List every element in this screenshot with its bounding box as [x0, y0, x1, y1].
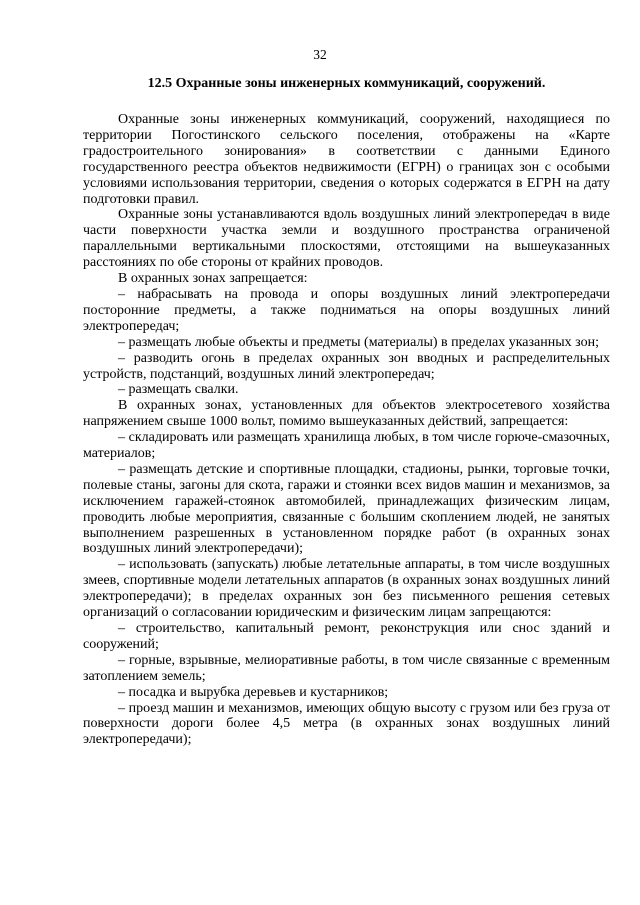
list-item: – использовать (запускать) любые летательные аппараты, в том числе воздушных змеев, спортивные модели летательных аппаратов (в охранных зонах воздушных линий электропередачи); в пределах охранных зон без письменного решения сетевых организаций о согласовании юридическим и физическим лицам запрещаются: [83, 557, 610, 621]
page-number: 32 [313, 47, 327, 62]
list-item: – горные, взрывные, мелиоративные работы, в том числе связанные с временным затоплением земель; [83, 652, 610, 684]
list-item: – строительство, капитальный ремонт, реконструкция или снос зданий и сооружений; [83, 621, 610, 652]
list-item: – разводить огонь в пределах охранных зон вводных и распределительных устройств, подстанций, воздушных линий электропередач; [83, 350, 610, 382]
body-text [83, 112, 610, 748]
list-item: – размещать любые объекты и предметы (материалы) в пределах указанных зон; [118, 334, 599, 350]
paragraph-high-voltage: В охранных зонах, установленных для объектов электросетевого хозяйства напряжением свыше 1000 вольт, помимо вышеуказанных действий, запрещается: [83, 398, 610, 430]
paragraph-prohibited-heading: В охранных зонах запрещается: [118, 271, 308, 287]
list-item: – проезд машин и механизмов, имеющих общую высоту с грузом или без груза от поверхности дороги более 4,5 метра (в охранных зонах воздушных линий электропередачи); [83, 700, 610, 748]
list-item: – посадка и вырубка деревьев и кустарников; [118, 684, 389, 700]
list-item: – размещать свалки. [118, 382, 239, 398]
list-item: – размещать детские и спортивные площадки, стадионы, рынки, торговые точки, полевые станы, загоны для скота, гаражи и стоянки всех видов машин и механизмов, за исключением гаражей-стоянок автомобилей, принадлежащих физическим лицам, проводить любые мероприятия, связанные с большим скоплением людей, не занятых выполнением разрешенных в установленном порядке работ (в охранных зонах воздушных линий электропередачи); [83, 461, 610, 557]
paragraph-intro: Охранные зоны инженерных коммуникаций, сооружений, находящиеся по территории Погостинского сельского поселения, отображены на «Карте градостроительного зонирования» в соответствии с данными Единого государственного реестра объектов недвижимости (ЕГРН) о границах зон с особыми условиями использования территории, сведения о которых содержатся в ЕГРН на дату подготовки правил. [83, 112, 610, 207]
paragraph-power-lines: Охранные зоны устанавливаются вдоль воздушных линий электропередач в виде части поверхности участка земли и воздушного пространства ограниченой параллельными вертикальными плоскостями, отстоящими на вышеуказанных расстояниях по обе стороны от крайних проводов. [83, 207, 610, 271]
list-item: – складировать или размещать хранилища любых, в том числе горюче-смазочных, материалов; [83, 430, 610, 462]
section-title: 12.5 Охранные зоны инженерных коммуникаций, сооружений. [147, 76, 546, 91]
list-item: – набрасывать на провода и опоры воздушных линий электропередачи посторонние предметы, а также подниматься на опоры воздушных линий электропередач; [83, 286, 610, 334]
